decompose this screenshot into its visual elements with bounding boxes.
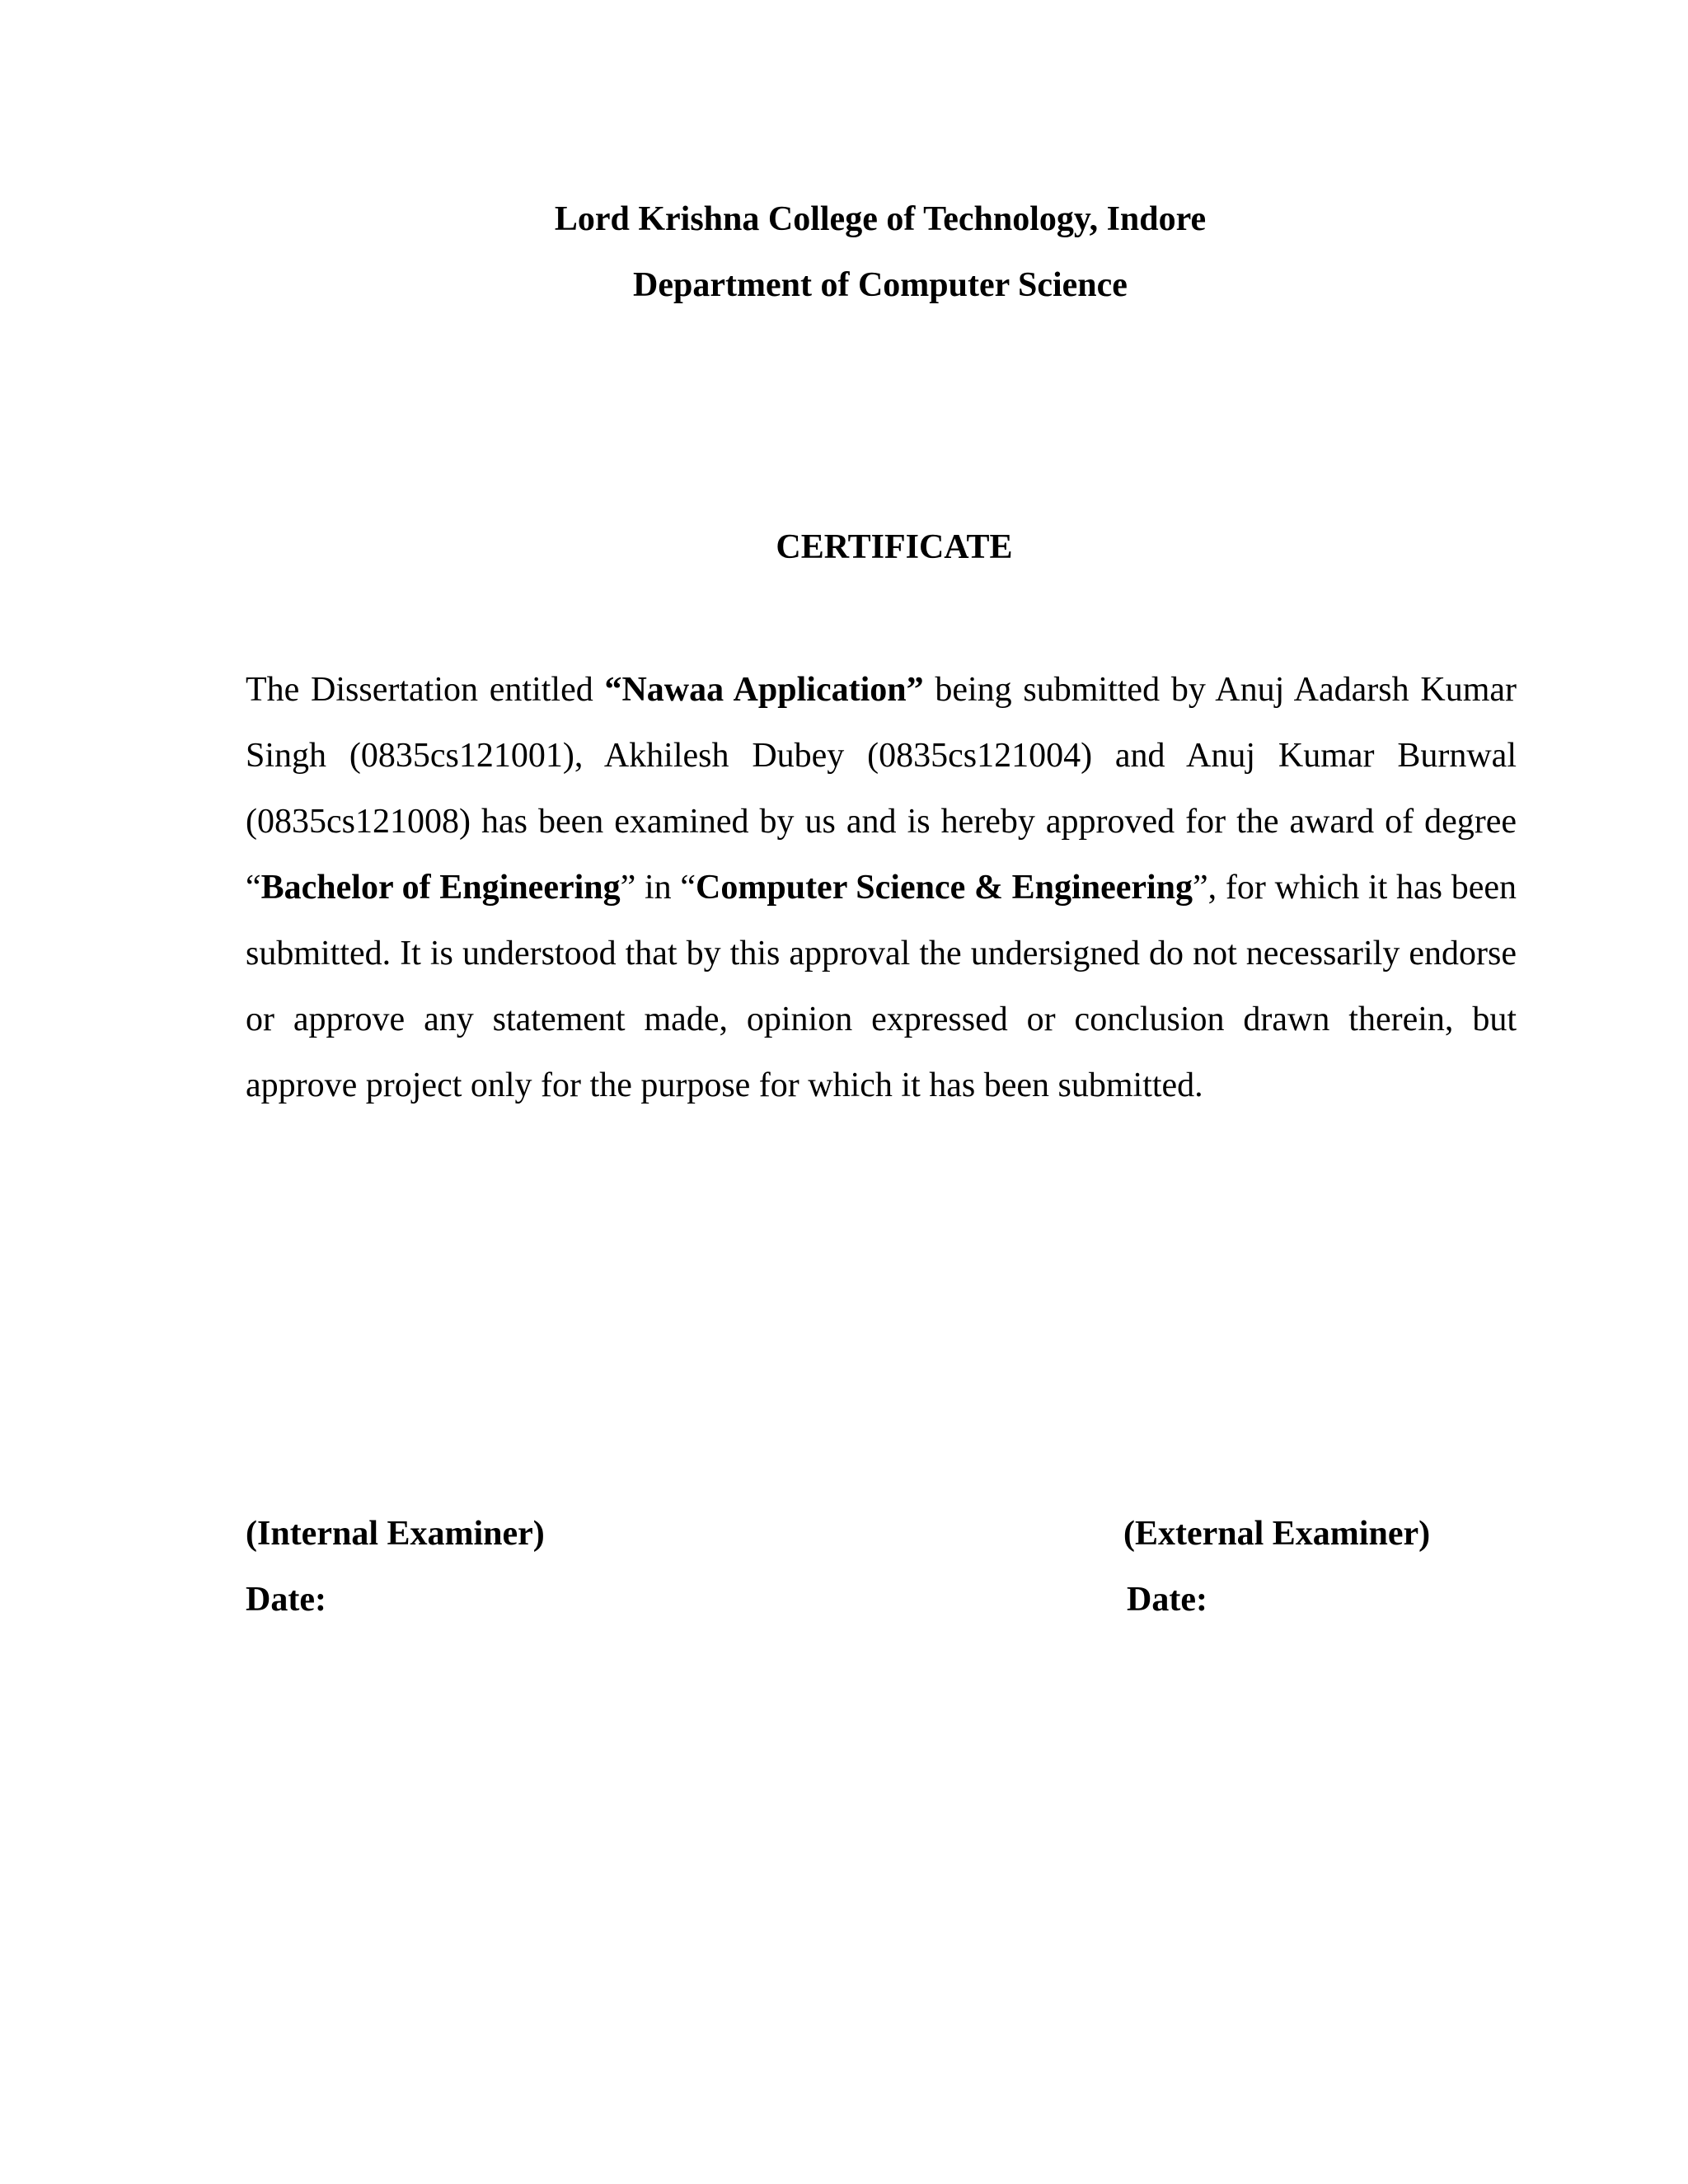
project-title: “Nawaa Application” bbox=[604, 671, 924, 709]
internal-examiner-label: (Internal Examiner) bbox=[246, 1515, 545, 1553]
department-name: Department of Computer Science bbox=[633, 266, 1128, 304]
college-name: Lord Krishna College of Technology, Indore bbox=[554, 200, 1207, 238]
certificate-title: CERTIFICATE bbox=[776, 528, 1013, 566]
external-examiner-label: (External Examiner) bbox=[1123, 1515, 1431, 1553]
paragraph-part-4: ”, for which it has been submitted. It is understood that by this approval the undersigned do not necessarily endorse or approve any statement made, opinion expressed or conclusion drawn therein, but approve project only for the purpose for which it has been submitted. bbox=[246, 869, 1517, 1104]
external-examiner-date-label: Date: bbox=[1127, 1581, 1207, 1619]
certificate-paragraph bbox=[246, 657, 1517, 1118]
paragraph-part-1: The Dissertation entitled bbox=[246, 671, 605, 709]
discipline-name: Computer Science & Engineering bbox=[696, 869, 1193, 907]
paragraph-part-3: ” in “ bbox=[620, 869, 696, 907]
paragraph-part-2: being submitted by Anuj Aadarsh Kumar Singh (0835cs121001), Akhilesh Dubey (0835cs121004) and Anuj Kumar Burnwal (0835cs121008) has been examined by us and is hereby approved for the award of degree “ bbox=[246, 671, 1517, 907]
internal-examiner-date-label: Date: bbox=[246, 1581, 326, 1619]
degree-name: Bachelor of Engineering bbox=[260, 869, 621, 907]
